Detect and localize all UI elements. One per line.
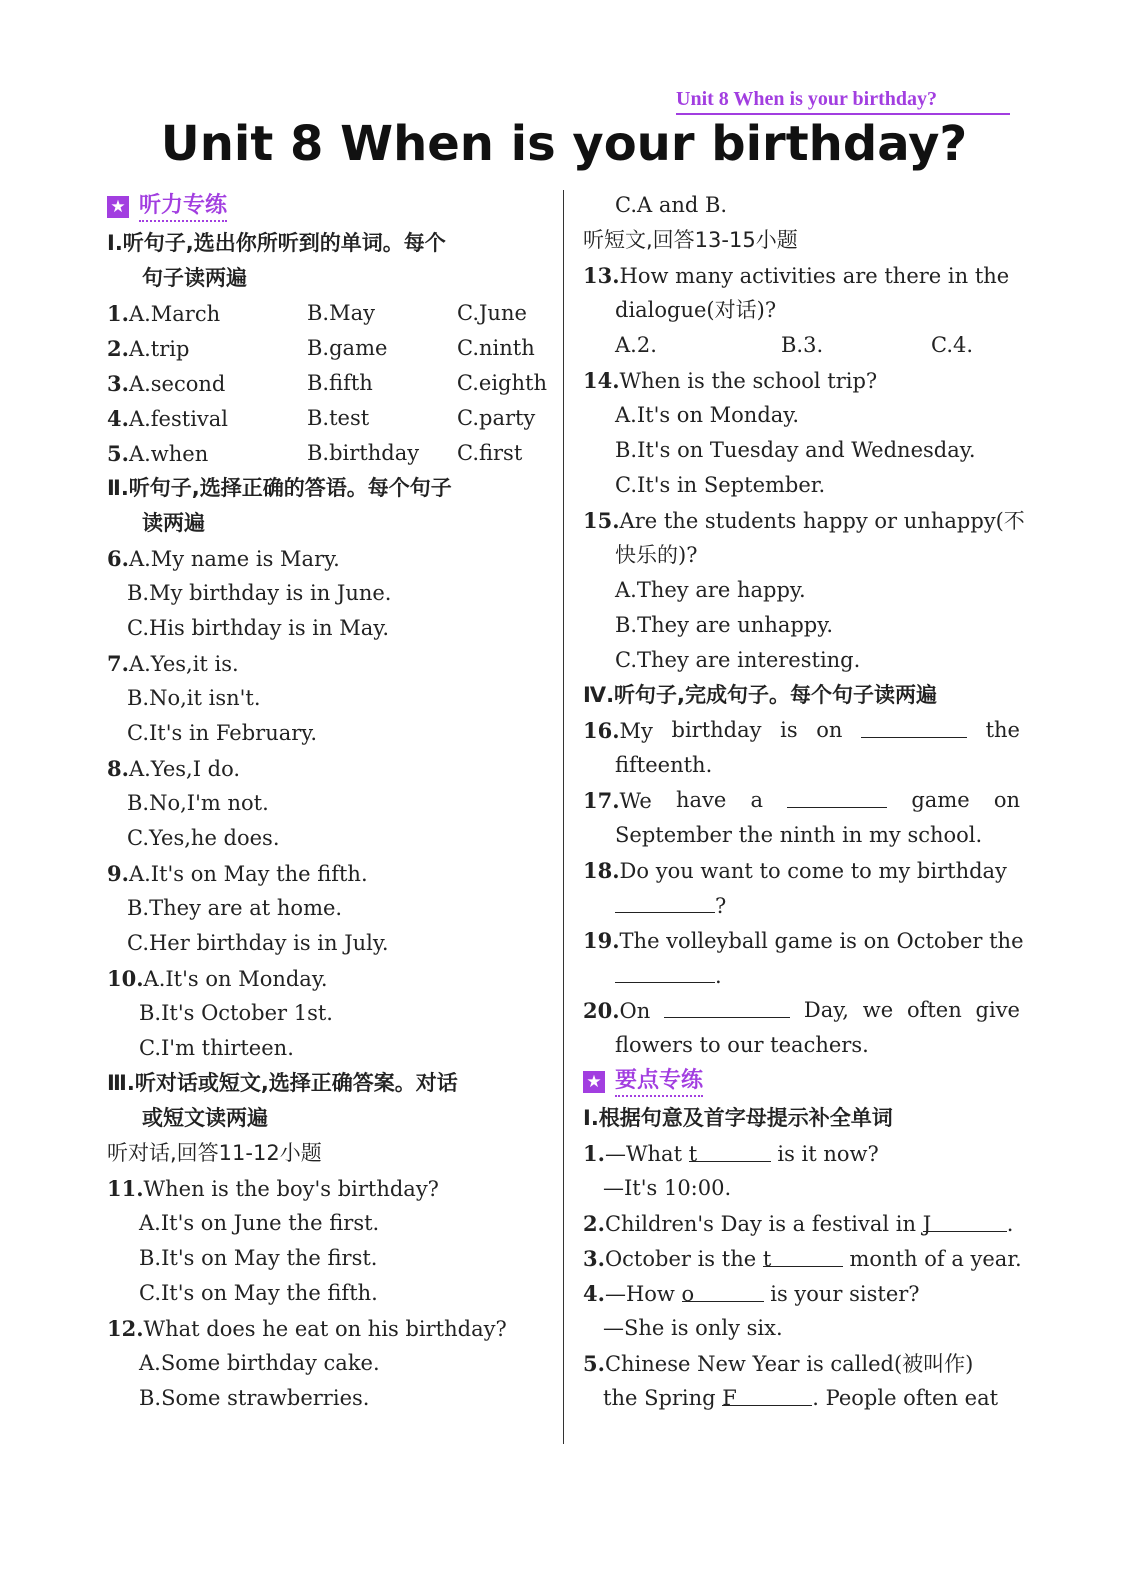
question-number: 3. xyxy=(583,1246,605,1271)
answer-blank[interactable] xyxy=(681,1277,764,1306)
question-number: 6. xyxy=(107,546,129,571)
part-heading: 或短文读两遍 xyxy=(142,1106,268,1130)
word: the xyxy=(985,718,1020,742)
option-a: A.Yes,it is. xyxy=(128,652,239,676)
option-c: C.It's on May the fifth. xyxy=(139,1281,378,1305)
question-text: Chinese New Year is called(被叫作) xyxy=(604,1352,974,1376)
question-number: 20. xyxy=(583,998,620,1023)
text: is your sister? xyxy=(763,1282,920,1306)
option-b: B.No,it isn't. xyxy=(127,686,261,710)
option-b: B.fifth xyxy=(306,371,373,395)
option-a: A.My name is Mary. xyxy=(128,547,340,571)
word: game xyxy=(911,788,970,812)
word: a xyxy=(750,788,764,812)
option-b: B.test xyxy=(307,406,370,430)
left-column xyxy=(107,188,547,1416)
part-heading: Ⅳ.听句子,完成句子。每个句子读两遍 xyxy=(583,683,938,707)
answer-blank[interactable] xyxy=(688,1137,771,1166)
answer-blank[interactable] xyxy=(615,958,715,983)
question-text-cont: —She is only six. xyxy=(603,1316,783,1340)
option-c: C.4. xyxy=(931,333,974,357)
question-number: 19. xyxy=(583,928,620,953)
option-a: A.trip xyxy=(128,337,190,361)
question-text: Do you want to come to my birthday xyxy=(619,859,1007,883)
question-number: 1. xyxy=(107,301,129,326)
question-14 xyxy=(583,363,1020,398)
kp-question-3 xyxy=(583,1241,1020,1276)
option-c: C.His birthday is in May. xyxy=(127,616,389,640)
star-icon: ★ xyxy=(583,1071,605,1093)
question-text-cont: fifteenth. xyxy=(615,753,713,777)
option-a: A.second xyxy=(128,372,226,396)
word: we xyxy=(862,998,894,1022)
answer-blank[interactable] xyxy=(664,993,790,1018)
word: on xyxy=(816,718,843,742)
question-number: 1. xyxy=(583,1141,605,1166)
text: October is the xyxy=(604,1247,763,1271)
question-text-cont xyxy=(583,958,1020,993)
text: . xyxy=(1006,1212,1014,1236)
option-b: B.No,I'm not. xyxy=(127,791,269,815)
section-badge-label: 要点专练 xyxy=(615,1067,703,1097)
text: month of a year. xyxy=(842,1247,1022,1271)
question-text-cont xyxy=(583,1381,1020,1416)
option-c: C.party xyxy=(457,406,536,430)
question-number: 2. xyxy=(107,336,129,361)
text: is it now? xyxy=(770,1142,879,1166)
option-b: B.My birthday is in June. xyxy=(127,581,392,605)
option-b: B.It's October 1st. xyxy=(139,1001,333,1025)
option-b: B.They are at home. xyxy=(127,896,343,920)
word: give xyxy=(975,998,1020,1022)
question-15 xyxy=(583,503,1025,538)
option-a: A.Yes,I do. xyxy=(128,757,241,781)
word: My xyxy=(619,719,653,743)
question-row xyxy=(107,366,547,401)
option-b: B.birthday xyxy=(307,441,420,465)
option-c: C.eighth xyxy=(456,371,547,395)
word: is xyxy=(780,718,798,742)
word: on xyxy=(993,788,1020,812)
question-number: 5. xyxy=(583,1351,605,1376)
hint-letter: t xyxy=(688,1142,698,1166)
hint-letter: o xyxy=(681,1282,695,1306)
answer-blank[interactable] xyxy=(722,1381,812,1410)
question-number: 8. xyxy=(107,756,129,781)
hint-letter: J xyxy=(922,1212,932,1236)
option-a: A.They are happy. xyxy=(615,578,806,602)
option-b: B.It's on May the first. xyxy=(139,1246,378,1270)
option-c: C.Yes,he does. xyxy=(127,826,280,850)
section-badge-label: 听力专练 xyxy=(139,192,227,222)
answer-blank[interactable] xyxy=(762,1242,843,1271)
question-number: 18. xyxy=(583,858,620,883)
option-a: A.It's on May the fifth. xyxy=(128,862,368,886)
question-number: 4. xyxy=(107,406,129,431)
option-b: B.Some strawberries. xyxy=(139,1386,370,1410)
question-text: When is the school trip? xyxy=(619,369,878,393)
question-text: How many activities are there in the xyxy=(619,264,1010,288)
question-number: 15. xyxy=(583,508,620,533)
hint-letter: F xyxy=(722,1386,737,1410)
question-text-cont: flowers to our teachers. xyxy=(615,1033,869,1057)
question-text-cont: September the ninth in my school. xyxy=(615,823,983,847)
question-number: 7. xyxy=(107,651,129,676)
question-8 xyxy=(107,751,547,786)
question-number: 14. xyxy=(583,368,620,393)
question-number: 3. xyxy=(107,371,129,396)
option-a: A.March xyxy=(128,302,221,326)
question-number: 16. xyxy=(583,718,620,743)
question-number: 11. xyxy=(107,1176,144,1201)
text: Children's Day is a festival in xyxy=(604,1212,923,1236)
question-text-cont: dialogue(对话)? xyxy=(615,298,777,322)
option-a: A.It's on Monday. xyxy=(143,967,328,991)
option-b: B.It's on Tuesday and Wednesday. xyxy=(615,438,976,462)
question-7 xyxy=(107,646,547,681)
option-c: C.They are interesting. xyxy=(615,648,861,672)
option-b: B.game xyxy=(307,336,388,360)
sub-heading: 听短文,回答13-15小题 xyxy=(583,228,798,252)
option-c: C.I'm thirteen. xyxy=(139,1036,294,1060)
option-c: C.It's in September. xyxy=(615,473,826,497)
question-number: 2. xyxy=(583,1211,605,1236)
option-b: B.May xyxy=(307,301,375,325)
question-11 xyxy=(107,1171,547,1206)
column-divider xyxy=(563,190,564,1444)
question-text: When is the boy's birthday? xyxy=(143,1177,439,1201)
section-badge-keypoints xyxy=(583,1063,1020,1101)
text: —What xyxy=(604,1142,689,1166)
question-row xyxy=(107,296,547,331)
question-19 xyxy=(583,923,1024,958)
part-heading: Ⅰ.根据句意及首字母提示补全单词 xyxy=(583,1106,893,1130)
question-row xyxy=(107,331,547,366)
question-number: 5. xyxy=(107,441,129,466)
question-text-cont: 快乐的)? xyxy=(615,543,698,567)
word: have xyxy=(676,788,727,812)
word: On xyxy=(619,999,651,1023)
word: often xyxy=(906,998,962,1022)
option-c: C.Her birthday is in July. xyxy=(127,931,389,955)
question-text-cont xyxy=(583,888,1020,923)
punctuation: . xyxy=(715,964,722,988)
question-13 xyxy=(583,258,1020,293)
option-a: A.Some birthday cake. xyxy=(139,1351,380,1375)
question-9 xyxy=(107,856,547,891)
kp-question-1 xyxy=(583,1136,1020,1171)
option-a: A.2. xyxy=(615,333,657,357)
option-c: C.ninth xyxy=(457,336,535,360)
option-a: A.It's on Monday. xyxy=(615,403,800,427)
option-row xyxy=(583,328,1020,363)
option-a: A.when xyxy=(128,442,209,466)
part-heading: Ⅱ.听句子,选择正确的答语。每个句子 xyxy=(107,476,452,500)
question-number: 12. xyxy=(107,1316,144,1341)
word: We xyxy=(619,789,652,813)
question-17 xyxy=(583,783,1020,818)
kp-question-4 xyxy=(583,1276,1020,1311)
option-b: B.3. xyxy=(781,333,824,357)
question-number: 4. xyxy=(583,1281,605,1306)
section-badge-listening xyxy=(107,188,547,226)
word: Day, xyxy=(803,998,849,1022)
kp-question-2 xyxy=(583,1206,1020,1241)
question-number: 13. xyxy=(583,263,620,288)
part-heading: Ⅲ.听对话或短文,选择正确答案。对话 xyxy=(107,1071,458,1095)
running-header: Unit 8 When is your birthday? xyxy=(676,88,1010,115)
question-20 xyxy=(583,993,1020,1028)
part-heading: Ⅰ.听句子,选出你所听到的单词。每个 xyxy=(107,231,446,255)
question-text: The volleyball game is on October the xyxy=(619,929,1024,953)
sub-heading: 听对话,回答11-12小题 xyxy=(107,1141,322,1165)
option-c: C.A and B. xyxy=(615,193,728,217)
question-18 xyxy=(583,853,1020,888)
question-number: 10. xyxy=(107,966,144,991)
question-text-cont: —It's 10:00. xyxy=(603,1176,732,1200)
page-title: Unit 8 When is your birthday? xyxy=(160,116,968,172)
question-10 xyxy=(107,961,547,996)
part-heading: 句子读两遍 xyxy=(142,266,247,290)
question-row xyxy=(107,401,547,436)
question-text: What does he eat on his birthday? xyxy=(143,1317,507,1341)
punctuation: ? xyxy=(715,894,727,918)
option-a: A.It's on June the first. xyxy=(139,1211,380,1235)
question-number: 9. xyxy=(107,861,129,886)
question-row xyxy=(107,436,547,471)
answer-blank[interactable] xyxy=(861,713,967,738)
question-text: Are the students happy or unhappy(不 xyxy=(619,509,1025,533)
part-heading: 读两遍 xyxy=(142,511,205,535)
option-a: A.festival xyxy=(128,407,229,431)
answer-blank[interactable] xyxy=(787,783,887,808)
star-icon: ★ xyxy=(107,196,129,218)
option-c: C.first xyxy=(457,441,523,465)
answer-blank[interactable] xyxy=(922,1207,1007,1236)
option-c: C.June xyxy=(457,301,527,325)
question-6 xyxy=(107,541,547,576)
option-c: C.It's in February. xyxy=(127,721,318,745)
right-column xyxy=(583,188,1025,1416)
answer-blank[interactable] xyxy=(615,888,715,913)
question-12 xyxy=(107,1311,547,1346)
hint-letter: t xyxy=(762,1247,772,1271)
question-16 xyxy=(583,713,1020,748)
question-number: 17. xyxy=(583,788,620,813)
text: . People often eat xyxy=(812,1386,999,1410)
text: the Spring xyxy=(603,1386,723,1410)
word: birthday xyxy=(671,718,762,742)
option-b: B.They are unhappy. xyxy=(615,613,833,637)
text: —How xyxy=(604,1282,682,1306)
kp-question-5 xyxy=(583,1346,1020,1381)
